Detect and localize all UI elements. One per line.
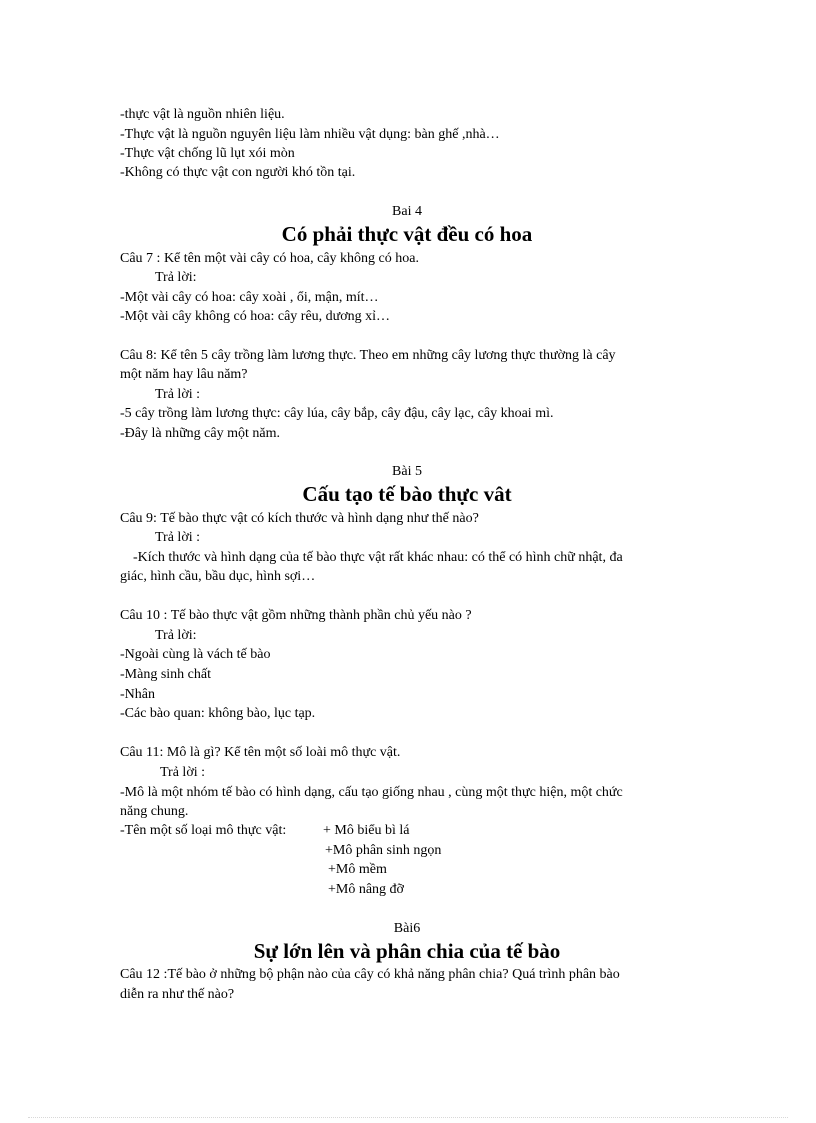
answer-label: Trả lời : — [155, 530, 201, 545]
tissue-type: +Mô nâng đỡ — [328, 882, 404, 897]
answer-label: Trả lời : — [155, 387, 201, 402]
intro-line: -Thực vật chống lũ lụt xói mòn — [120, 146, 295, 161]
question: Câu 8: Kể tên 5 cây trồng làm lương thực. Theo em những cây lương thực thường là cây — [120, 348, 616, 363]
question: Câu 7 : Kể tên một vài cây có hoa, cây không có hoa. — [120, 251, 419, 266]
answer-line: -Một vài cây có hoa: cây xoài , ổi, mận, mít… — [120, 290, 379, 305]
lesson-title: Có phải thực vật đều có hoa — [281, 222, 533, 246]
intro-line: -thực vật là nguồn nhiên liệu. — [120, 107, 285, 122]
answer-label: Trả lời : — [160, 765, 206, 780]
question: Câu 10 : Tế bào thực vật gồm những thành phần chủ yếu nào ? — [120, 608, 472, 623]
question: Câu 11: Mô là gì? Kể tên một số loài mô thực vật. — [120, 745, 401, 760]
question: Câu 12 :Tế bào ở những bộ phận nào của cây có khả năng phân chia? Quá trình phân bào — [120, 967, 620, 982]
lesson-title: Cấu tạo tế bào thực vât — [302, 482, 512, 506]
answer-label: Trả lời: — [155, 628, 197, 643]
question: Câu 9: Tế bào thực vật có kích thước và hình dạng như thế nào? — [120, 511, 479, 526]
answer-line: -Màng sinh chất — [120, 667, 211, 682]
answer-line: -Kích thước và hình dạng của tế bào thực vật rất khác nhau: có thể có hình chữ nhật, đa — [133, 550, 623, 565]
tissue-type: +Mô phân sinh ngọn — [325, 843, 442, 858]
answer-line: -Mô là một nhóm tế bào có hình dạng, cấu tạo giống nhau , cùng một thực hiện, một chức — [120, 785, 623, 800]
answer-line: -Đây là những cây một năm. — [120, 426, 280, 441]
tissue-type: + Mô biểu bì lá — [323, 823, 410, 838]
answer-line: -5 cây trồng làm lương thực: cây lúa, cây bắp, cây đậu, cây lạc, cây khoai mì. — [120, 406, 554, 421]
answer-line: -Tên một số loại mô thực vật: — [120, 823, 287, 838]
question: diễn ra như thế nào? — [120, 987, 235, 1002]
page-bottom-divider — [28, 1117, 788, 1118]
lesson-label: Bai 4 — [392, 204, 422, 219]
question: một năm hay lâu năm? — [120, 367, 248, 382]
answer-line: -Các bào quan: không bào, lục tạp. — [120, 706, 316, 721]
answer-line: năng chung. — [120, 804, 189, 819]
tissue-type: +Mô mềm — [328, 862, 387, 877]
answer-line: -Ngoài cùng là vách tế bào — [120, 647, 271, 662]
lesson-label: Bài6 — [393, 921, 421, 936]
answer-line: -Nhân — [120, 687, 155, 702]
answer-label: Trả lời: — [155, 270, 197, 285]
lesson-title: Sự lớn lên và phân chia của tế bào — [253, 939, 561, 963]
answer-line: -Một vài cây không có hoa: cây rêu, dương xỉ… — [120, 309, 391, 324]
lesson-label: Bài 5 — [392, 464, 422, 479]
intro-line: -Thực vật là nguồn nguyên liệu làm nhiều vật dụng: bàn ghế ,nhà… — [120, 127, 500, 142]
answer-line: giác, hình cầu, bầu dục, hình sợi… — [120, 569, 316, 584]
intro-line: -Không có thực vật con người khó tồn tại. — [120, 165, 356, 180]
